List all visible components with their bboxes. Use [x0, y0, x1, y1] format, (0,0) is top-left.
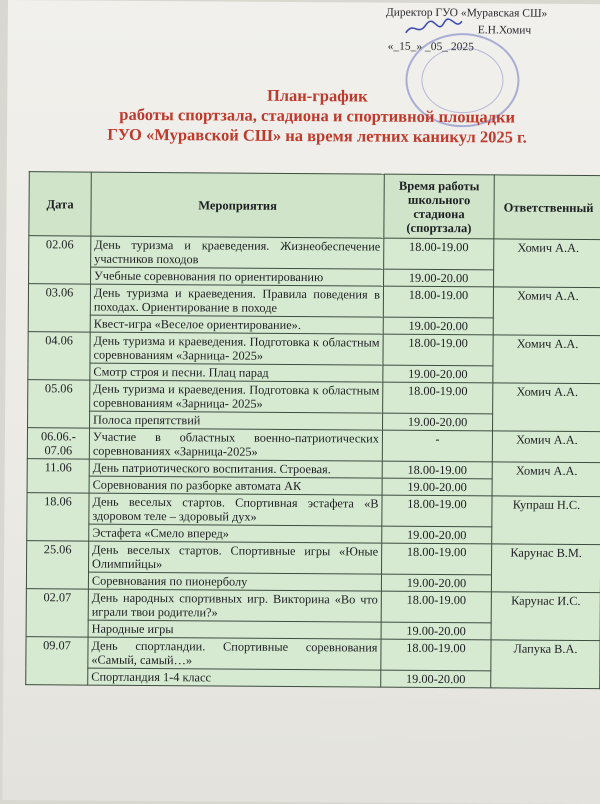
approval-date: «_15_» _05_ 2025: [387, 40, 474, 54]
cell-responsible: Хомич А.А.: [494, 239, 600, 288]
cell-date: 09.07: [26, 637, 88, 685]
title-line-3: ГУО «Муравской СШ» на время летних каникул 2025 г.: [107, 124, 527, 147]
cell-event: Эстафета «Смело вперед»: [89, 524, 382, 543]
cell-responsible: Хомич А.А.: [493, 383, 600, 432]
cell-event: Народные игры: [88, 620, 381, 639]
table-row: [28, 380, 600, 415]
cell-responsible: Карунас И.С.: [491, 592, 600, 641]
cell-responsible: Купраш Н.С.: [492, 496, 600, 545]
cell-responsible: Хомич А.А.: [492, 431, 600, 463]
cell-time: 19.00-20.00: [381, 574, 491, 592]
cell-time: 19.00-20.00: [381, 622, 491, 640]
cell-event: День туризма и краеведения. Жизнеобеспечение участников походов: [91, 236, 384, 269]
cell-event: День туризма и краеведения. Подготовка к областным соревнованиям «Зарница- 2025»: [90, 380, 383, 413]
cell-time: 19.00-20.00: [384, 269, 494, 287]
table-header-row: [29, 172, 600, 240]
cell-event: Смотр строя и песни. Плац парад: [90, 363, 383, 382]
cell-responsible: Лапука В.А.: [491, 640, 600, 689]
cell-responsible: Хомич А.А.: [492, 462, 600, 497]
cell-time: 19.00-20.00: [383, 317, 493, 335]
cell-event: Соревнования по разборке автомата АК: [89, 476, 382, 495]
table-row: [26, 589, 600, 624]
table-body: [26, 236, 600, 689]
cell-time: 18.00-19.00: [384, 238, 494, 270]
approval-name: Е.Н.Хомич: [477, 24, 532, 37]
page-title: [7, 84, 600, 148]
cell-time: 18.00-19.00: [383, 382, 493, 414]
cell-time: 19.00-20.00: [381, 670, 491, 688]
header-date: Дата: [29, 172, 91, 236]
table-row: [29, 236, 600, 271]
table-row: [27, 541, 600, 576]
cell-date: 11.06: [27, 459, 89, 493]
document-page: [2, 0, 600, 804]
cell-event: День веселых стартов. Спортивная эстафета «В здоровом теле – здоровый дух»: [89, 493, 382, 526]
title-line-1: План-график: [266, 85, 368, 106]
cell-date: 25.06: [26, 541, 88, 589]
cell-time: 19.00-20.00: [382, 478, 492, 496]
cell-event: Полоса препятствий: [90, 411, 383, 430]
table-row: [28, 332, 600, 367]
header-event: Мероприятия: [91, 172, 384, 238]
cell-date: 04.06: [28, 332, 90, 380]
cell-responsible: Карунас В.М.: [491, 544, 600, 593]
cell-time: 19.00-20.00: [382, 526, 492, 544]
cell-time: 18.00-19.00: [383, 334, 493, 366]
cell-time: -: [382, 430, 492, 462]
cell-date: 03.06: [28, 284, 90, 332]
cell-event: Соревнования по пионерболу: [88, 572, 381, 591]
cell-date: 02.07: [26, 589, 88, 637]
header-time: Время работы школьного стадиона (спортзала): [384, 174, 494, 239]
cell-time: 19.00-20.00: [383, 365, 493, 383]
cell-responsible: Хомич А.А.: [493, 287, 600, 336]
cell-time: 18.00-19.00: [383, 286, 493, 318]
cell-time: 18.00-19.00: [382, 495, 492, 527]
cell-time: 19.00-20.00: [383, 413, 493, 431]
cell-event: День патриотического воспитания. Строевая.: [89, 459, 382, 478]
cell-time: 18.00-19.00: [381, 639, 491, 671]
table-row: [27, 493, 600, 528]
cell-date: 02.06: [29, 236, 91, 284]
schedule-table: [25, 171, 600, 689]
cell-time: 18.00-19.00: [382, 543, 492, 575]
cell-event: День народных спортивных игр. Викторина «Во что играли твои родители?»: [88, 589, 381, 622]
approval-director: Директор ГУО «Муравская СШ»: [385, 6, 548, 20]
cell-event: Спортландия 1-4 класс: [88, 668, 381, 687]
cell-date: 18.06: [27, 493, 89, 541]
cell-time: 18.00-19.00: [382, 461, 492, 479]
cell-event: Учебные соревнования по ориентированию: [91, 267, 384, 286]
cell-event: Квест-игра «Веселое ориентирование».: [90, 315, 383, 334]
title-line-2: работы спортзала, стадиона и спортивной площадки: [119, 104, 516, 127]
cell-event: День спортландии. Спортивные соревнования «Самый, самый…»: [88, 637, 381, 670]
table-row: [26, 637, 600, 672]
cell-date: 05.06: [28, 380, 90, 428]
table-row: [27, 428, 600, 463]
cell-event: День туризма и краеведения. Правила поведения в походах. Ориентирование в походе: [90, 284, 383, 317]
cell-date: 06.06.- 07.06: [27, 428, 89, 459]
cell-event: Участие в областных военно-патриотических соревнованиях «Зарница-2025»: [89, 428, 382, 461]
cell-event: День туризма и краеведения. Подготовка к областным соревнованиям «Зарница- 2025»: [90, 332, 383, 365]
cell-event: День веселых стартов. Спортивные игры «Юные Олимпийцы»: [89, 541, 382, 574]
header-responsible: Ответственный: [494, 175, 600, 240]
cell-responsible: Хомич А.А.: [493, 335, 600, 384]
table-row: [28, 284, 600, 319]
cell-time: 18.00-19.00: [381, 591, 491, 623]
